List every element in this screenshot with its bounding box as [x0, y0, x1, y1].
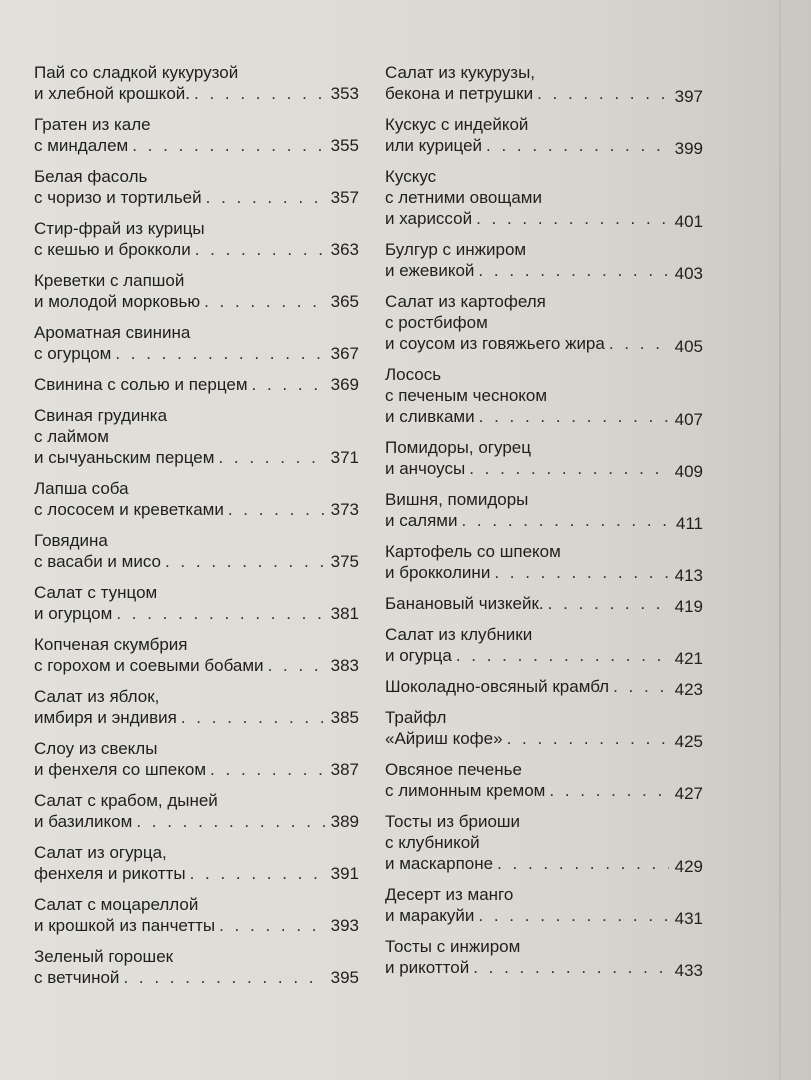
dot-leader	[461, 510, 669, 531]
dot-leader	[195, 239, 325, 260]
entry-title-line: с летними овощами	[385, 188, 542, 207]
entry-last-line	[34, 655, 359, 676]
entry-last-line	[34, 447, 359, 468]
entry-last-line	[34, 83, 359, 104]
dot-leader	[494, 562, 669, 583]
dot-leader	[609, 333, 669, 354]
page-number: 413	[674, 566, 703, 585]
page-number: 433	[674, 961, 703, 980]
entry-title-line: Овсяное печенье	[385, 760, 522, 779]
entry-title-line: Салат из яблок,	[34, 687, 160, 706]
dot-leader	[478, 260, 669, 281]
entry-title-line: и хариссой	[385, 209, 473, 228]
dot-leader	[478, 905, 669, 926]
toc-entry	[34, 270, 359, 312]
entry-last-line	[385, 562, 703, 583]
dot-leader	[115, 343, 325, 364]
entry-last-line	[34, 759, 359, 780]
entry-title-line: и огурца	[385, 646, 452, 665]
page-number: 409	[674, 462, 703, 481]
entry-title-line: Кускус с индейкой	[385, 115, 529, 134]
dot-leader	[204, 291, 325, 312]
page-number: 385	[330, 708, 359, 727]
entry-last-line	[34, 343, 359, 364]
entry-last-line	[385, 458, 703, 479]
page-number: 425	[674, 732, 703, 751]
entry-title-line: Вишня, помидоры	[385, 490, 529, 509]
page-number: 401	[674, 212, 703, 231]
dot-leader	[194, 83, 325, 104]
dot-leader	[136, 811, 325, 832]
entry-title-line: с огурцом	[34, 344, 112, 363]
toc-entry	[385, 624, 703, 666]
page-number: 367	[330, 344, 359, 363]
page-number: 375	[330, 552, 359, 571]
page-number: 371	[330, 448, 359, 467]
page-number: 391	[330, 864, 359, 883]
entry-title-line: и крошкой из панчетты	[34, 916, 216, 935]
toc-entry	[385, 291, 703, 354]
entry-last-line	[385, 135, 703, 156]
entry-title-line: бекона и петрушки	[385, 84, 534, 103]
toc-entry	[385, 239, 703, 281]
entry-title-line: Салат из клубники	[385, 625, 533, 644]
page-number: 403	[674, 264, 703, 283]
page-number: 431	[674, 909, 703, 928]
page-number: 427	[674, 784, 703, 803]
entry-title-line: Ароматная свинина	[34, 323, 191, 342]
dot-leader	[218, 447, 325, 468]
toc-entry	[385, 364, 703, 427]
entry-title-line: с кешью и брокколи	[34, 240, 191, 259]
entry-title-line: Тосты из бриоши	[385, 812, 521, 831]
page-number: 387	[330, 760, 359, 779]
entry-title-line: и сливками	[385, 407, 475, 426]
entry-title-line: с клубникой	[385, 833, 480, 852]
dot-leader	[469, 458, 669, 479]
entry-title-line: и салями	[385, 511, 458, 530]
entry-title-line: Гратен из кале	[34, 115, 151, 134]
dot-leader	[549, 780, 669, 801]
entry-last-line	[34, 374, 359, 395]
toc-entry	[34, 478, 359, 520]
entry-title-line: Салат из кукурузы,	[385, 63, 536, 82]
entry-last-line	[385, 728, 703, 749]
toc-entry	[385, 114, 703, 156]
entry-title-line: Лапша соба	[34, 479, 129, 498]
toc-entry	[34, 405, 359, 468]
dot-leader	[123, 967, 325, 988]
toc-entry	[385, 811, 703, 874]
entry-title-line: Зеленый горошек	[34, 947, 174, 966]
page-number: 389	[330, 812, 359, 831]
dot-leader	[548, 593, 669, 614]
page-number: 357	[330, 188, 359, 207]
dot-leader	[206, 187, 325, 208]
entry-title-line: и соусом из говяжьего жира	[385, 334, 605, 353]
entry-title-line: с васаби и мисо	[34, 552, 161, 571]
page-number: 395	[330, 968, 359, 987]
entry-last-line	[34, 603, 359, 624]
entry-last-line	[34, 291, 359, 312]
entry-title-line: Свиная грудинка	[34, 406, 168, 425]
entry-title-line: и фенхеля со шпеком	[34, 760, 207, 779]
entry-title-line: Картофель со шпеком	[385, 542, 561, 561]
page-number: 399	[674, 139, 703, 158]
entry-title-line: «Айриш кофе»	[385, 729, 503, 748]
dot-leader	[476, 208, 669, 229]
page-number: 365	[330, 292, 359, 311]
entry-title-line: или курицей	[385, 136, 483, 155]
page-number: 421	[674, 649, 703, 668]
toc-entry	[385, 707, 703, 749]
entry-title-line: с миндалем	[34, 136, 129, 155]
entry-title-line: Слоу из свеклы	[34, 739, 158, 758]
entry-title-line: и ежевикой	[385, 261, 475, 280]
entry-title-line: Салат с моцареллой	[34, 895, 199, 914]
entry-title-line: Свинина с солью и перцем	[34, 375, 248, 394]
entry-title-line: с ветчиной	[34, 968, 120, 987]
entry-title-line: Банановый чизкейк.	[385, 594, 544, 613]
toc-entry	[34, 374, 359, 395]
entry-last-line	[34, 915, 359, 936]
entry-title-line: фенхеля и рикотты	[34, 864, 186, 883]
entry-last-line	[34, 811, 359, 832]
entry-last-line	[385, 957, 703, 978]
entry-title-line: и молодой морковью	[34, 292, 201, 311]
entry-last-line	[34, 707, 359, 728]
page-number: 411	[675, 514, 703, 533]
dot-leader	[181, 707, 325, 728]
dot-leader	[116, 603, 325, 624]
dot-leader	[132, 135, 325, 156]
page-spine-shadow	[779, 0, 781, 1080]
entry-last-line	[34, 135, 359, 156]
entry-title-line: Булгур с инжиром	[385, 240, 527, 259]
toc-entry	[385, 62, 703, 104]
toc-entry	[34, 62, 359, 104]
entry-last-line	[385, 676, 703, 697]
dot-leader	[473, 957, 669, 978]
entry-last-line	[385, 905, 703, 926]
page-number: 383	[330, 656, 359, 675]
toc-entry	[34, 322, 359, 364]
entry-last-line	[385, 780, 703, 801]
dot-leader	[456, 645, 669, 666]
entry-title-line: и брокколини	[385, 563, 491, 582]
dot-leader	[165, 551, 325, 572]
toc-entry	[34, 738, 359, 780]
entry-title-line: Кускус	[385, 167, 437, 186]
dot-leader	[537, 83, 669, 104]
entry-last-line	[34, 863, 359, 884]
dot-leader	[210, 759, 325, 780]
entry-last-line	[385, 83, 703, 104]
entry-last-line	[385, 406, 703, 427]
toc-entry	[34, 686, 359, 728]
toc-entry	[34, 842, 359, 884]
entry-last-line	[34, 499, 359, 520]
page-number: 373	[330, 500, 359, 519]
entry-title-line: с лососем и креветками	[34, 500, 224, 519]
page-number: 419	[674, 597, 703, 616]
entry-last-line	[385, 645, 703, 666]
page-number: 363	[330, 240, 359, 259]
entry-title-line: с лаймом	[34, 427, 109, 446]
toc-left-column	[34, 62, 359, 998]
toc-entry	[385, 676, 703, 697]
dot-leader	[479, 406, 669, 427]
toc-entry	[385, 166, 703, 229]
page-number: 407	[674, 410, 703, 429]
toc-entry	[34, 166, 359, 208]
page-number: 369	[330, 375, 359, 394]
page-number: 381	[330, 604, 359, 623]
dot-leader	[613, 676, 669, 697]
entry-title-line: Лосось	[385, 365, 442, 384]
entry-last-line	[385, 593, 703, 614]
toc-entry	[34, 218, 359, 260]
entry-title-line: и анчоусы	[385, 459, 466, 478]
entry-last-line	[385, 260, 703, 281]
dot-leader	[486, 135, 669, 156]
entry-last-line	[34, 967, 359, 988]
entry-title-line: Салат с тунцом	[34, 583, 158, 602]
entry-title-line: и сычуаньским перцем	[34, 448, 215, 467]
toc-entry	[385, 437, 703, 479]
entry-title-line: Креветки с лапшой	[34, 271, 185, 290]
page-number: 393	[330, 916, 359, 935]
dot-leader	[228, 499, 325, 520]
dot-leader	[252, 374, 325, 395]
dot-leader	[190, 863, 325, 884]
entry-last-line	[385, 510, 703, 531]
toc-entry	[385, 541, 703, 583]
entry-title-line: и маскарпоне	[385, 854, 494, 873]
dot-leader	[268, 655, 325, 676]
page-number: 423	[674, 680, 703, 699]
entry-title-line: Говядина	[34, 531, 108, 550]
toc-right-column	[385, 62, 703, 988]
entry-title-line: и огурцом	[34, 604, 113, 623]
entry-title-line: Стир-фрай из курицы	[34, 219, 205, 238]
page-number: 353	[330, 84, 359, 103]
entry-title-line: Трайфл	[385, 708, 447, 727]
entry-title-line: и базиликом	[34, 812, 133, 831]
entry-title-line: Салат с крабом, дыней	[34, 791, 218, 810]
entry-last-line	[34, 551, 359, 572]
page-number: 405	[674, 337, 703, 356]
entry-last-line	[385, 333, 703, 354]
toc-entry	[34, 946, 359, 988]
dot-leader	[497, 853, 669, 874]
toc-entry	[34, 530, 359, 572]
page-number: 397	[674, 87, 703, 106]
toc-entry	[385, 884, 703, 926]
entry-last-line	[385, 853, 703, 874]
toc-entry	[385, 936, 703, 978]
toc-entry	[34, 634, 359, 676]
page-number: 429	[674, 857, 703, 876]
dot-leader	[219, 915, 325, 936]
entry-title-line: с печеным чесноком	[385, 386, 548, 405]
entry-title-line: имбиря и эндивия	[34, 708, 177, 727]
entry-title-line: с горохом и соевыми бобами	[34, 656, 264, 675]
toc-entry	[34, 790, 359, 832]
toc-entry	[385, 593, 703, 614]
toc-entry	[385, 489, 703, 531]
toc-entry	[385, 759, 703, 801]
entry-last-line	[34, 187, 359, 208]
toc-entry	[34, 894, 359, 936]
entry-title-line: Копченая скумбрия	[34, 635, 188, 654]
entry-title-line: Белая фасоль	[34, 167, 148, 186]
entry-title-line: Салат из картофеля	[385, 292, 546, 311]
entry-title-line: Шоколадно-овсяный крамбл	[385, 677, 610, 696]
toc-entry	[34, 582, 359, 624]
entry-title-line: Пай со сладкой кукурузой	[34, 63, 239, 82]
entry-title-line: с лимонным кремом	[385, 781, 546, 800]
entry-last-line	[34, 239, 359, 260]
entry-title-line: Десерт из манго	[385, 885, 514, 904]
entry-title-line: и маракуйи	[385, 906, 475, 925]
page-number: 355	[330, 136, 359, 155]
entry-title-line: и рикоттой	[385, 958, 470, 977]
entry-last-line	[385, 208, 703, 229]
entry-title-line: Тосты с инжиром	[385, 937, 521, 956]
entry-title-line: с чоризо и тортильей	[34, 188, 202, 207]
entry-title-line: с ростбифом	[385, 313, 488, 332]
dot-leader	[507, 728, 669, 749]
entry-title-line: Помидоры, огурец	[385, 438, 531, 457]
entry-title-line: Салат из огурца,	[34, 843, 167, 862]
toc-entry	[34, 114, 359, 156]
entry-title-line: и хлебной крошкой.	[34, 84, 190, 103]
